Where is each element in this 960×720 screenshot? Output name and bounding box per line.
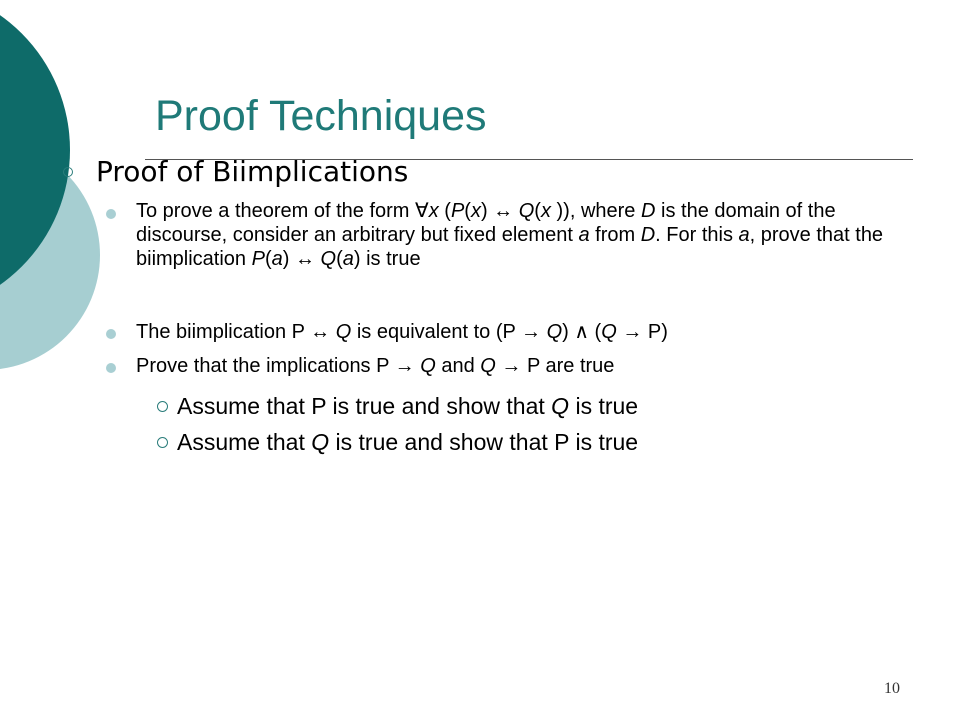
text-segment: ) ↔: [480, 200, 519, 222]
math-variable: Q: [320, 248, 337, 270]
page-number: 10: [884, 680, 900, 697]
math-variable: P: [450, 200, 465, 222]
bullet-dot-icon: [106, 363, 116, 373]
math-variable: Q: [420, 355, 436, 377]
text-segment: ) is true: [353, 248, 421, 270]
text-segment: → P are true: [495, 355, 615, 377]
text-segment: (: [438, 200, 451, 222]
bullet-dot-icon: [106, 209, 116, 219]
math-variable: Q: [518, 200, 535, 222]
text-segment: , prove that the biimplication: [136, 224, 884, 270]
text-segment: from: [589, 224, 641, 246]
text-segment: (: [534, 200, 541, 222]
subbullet-item: [177, 429, 638, 456]
math-variable: a: [738, 224, 750, 246]
text-segment: (: [336, 248, 343, 270]
text-segment: To prove a theorem of the form: [136, 200, 416, 222]
math-variable: P: [251, 248, 265, 270]
text-segment: and: [435, 355, 481, 377]
text-segment: The biimplication P ↔: [136, 321, 336, 343]
text-segment: ∀: [415, 200, 429, 222]
text-segment: . For this: [655, 224, 739, 246]
math-variable: a: [342, 248, 354, 270]
text-segment: Assume that P is true and show that: [177, 393, 552, 419]
level1-bullet-icon: [63, 167, 73, 177]
text-segment: (: [464, 200, 471, 222]
text-segment: is true and show that P is true: [329, 429, 639, 455]
slide-title: Proof Techniques: [155, 92, 487, 140]
math-variable: Q: [546, 321, 563, 343]
math-variable: x: [540, 200, 551, 222]
math-variable: a: [271, 248, 283, 270]
math-variable: Q: [335, 321, 352, 343]
level1-heading: Proof of Biimplications: [96, 155, 409, 188]
bullet-item: [136, 354, 906, 378]
math-variable: Q: [311, 429, 330, 455]
text-segment: )), where: [550, 200, 641, 222]
text-segment: (: [264, 248, 272, 270]
math-variable: x: [470, 200, 481, 222]
text-segment: Prove that the implications P →: [136, 355, 421, 377]
math-variable: a: [578, 224, 590, 246]
text-segment: ) ∧ (: [562, 321, 602, 343]
bullet-item: [136, 320, 906, 344]
text-segment: ) ↔: [282, 248, 321, 270]
math-variable: Q: [480, 355, 496, 377]
text-segment: Assume that: [177, 429, 312, 455]
subbullet-item: [177, 393, 638, 420]
math-variable: x: [428, 200, 439, 222]
math-variable: Q: [601, 321, 617, 343]
math-variable: Q: [551, 393, 570, 419]
math-variable: D: [641, 200, 656, 222]
math-variable: D: [640, 224, 656, 246]
text-segment: is the domain of the discourse, consider an arbitrary but fixed element: [136, 200, 836, 246]
bullet-item: [136, 199, 906, 271]
subbullet-ring-icon: [157, 401, 168, 412]
text-segment: is equivalent to (P →: [351, 321, 547, 343]
subbullet-ring-icon: [157, 437, 168, 448]
text-segment: is true: [569, 393, 639, 419]
bullet-dot-icon: [106, 329, 116, 339]
text-segment: → P): [616, 321, 668, 343]
